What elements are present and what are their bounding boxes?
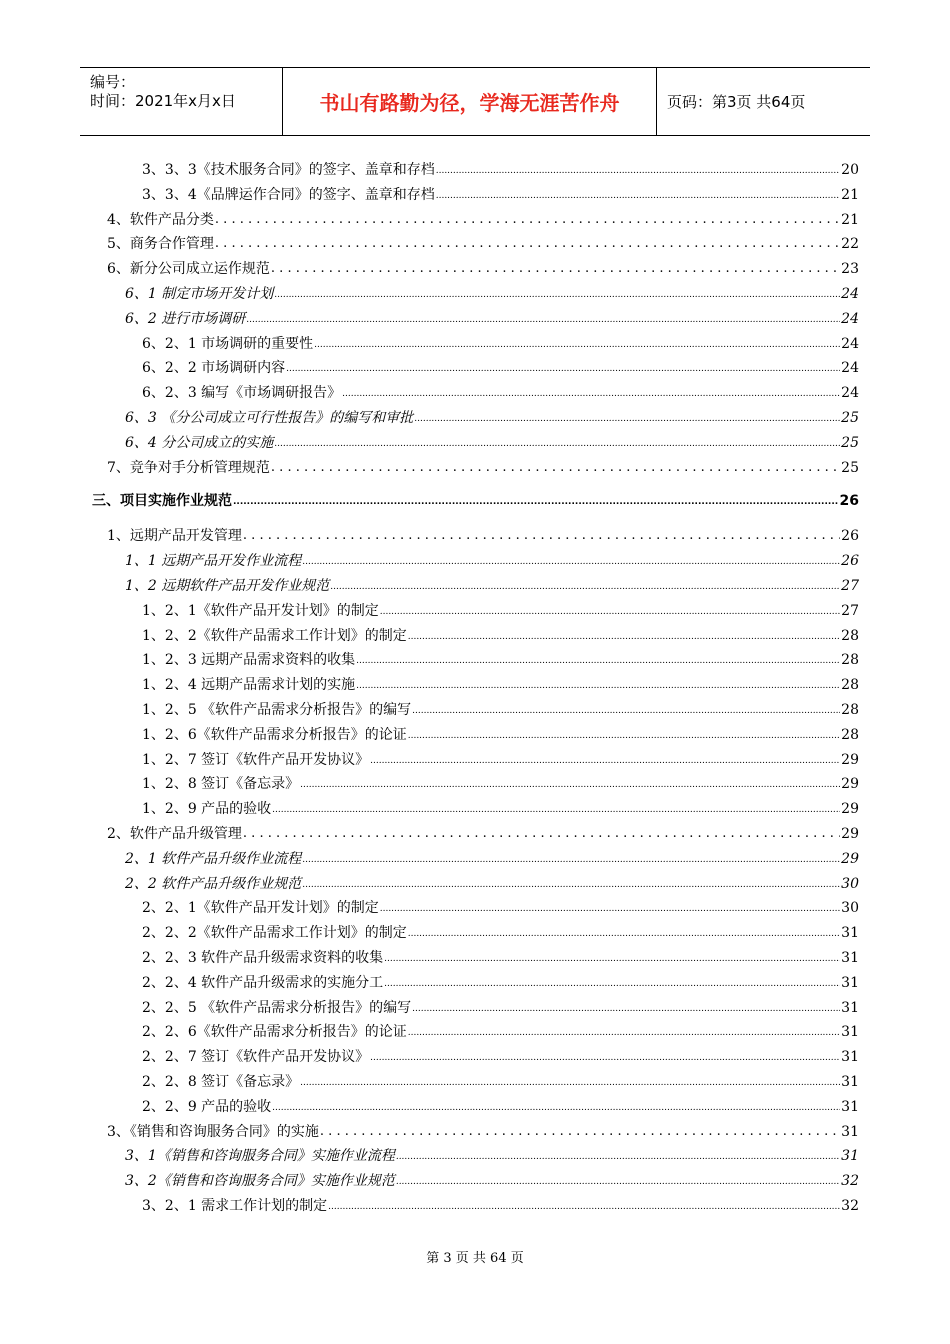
toc-dot-leader (274, 434, 840, 450)
toc-entry-page-number: 31 (841, 1148, 859, 1165)
toc-entry-title: 3、3、3《技术服务合同》的签字、盖章和存档 (142, 162, 435, 178)
toc-dot-leader (380, 602, 840, 618)
toc-entry[interactable] (142, 947, 859, 969)
toc-entry-title: 3、2、1 需求工作计划的制定 (142, 1198, 328, 1214)
toc-entry[interactable] (142, 1071, 859, 1093)
toc-entry-page-number: 28 (841, 726, 859, 743)
toc-entry-title: 3、1《销售和咨询服务合同》实施作业流程 (125, 1148, 395, 1165)
toc-entry-page-number: 31 (841, 925, 859, 942)
toc-entry-page-number: 29 (841, 751, 859, 768)
toc-dot-leader (300, 1073, 840, 1089)
toc-dot-leader (384, 974, 840, 990)
toc-entry-page-number: 31 (841, 1123, 859, 1140)
toc-dot-leader (396, 1147, 840, 1163)
toc-entry[interactable] (107, 525, 859, 547)
toc-entry[interactable] (142, 1096, 859, 1118)
toc-entry-page-number: 25 (841, 459, 859, 476)
toc-entry-title: 5、商务合作管理 (107, 236, 214, 253)
toc-entry-title: 1、远期产品开发管理 (107, 528, 242, 545)
toc-dot-leader (370, 751, 840, 767)
toc-entry-title: 6、新分公司成立运作规范 (107, 261, 270, 278)
toc-entry-page-number: 31 (841, 999, 859, 1016)
toc-entry-page-number: 20 (841, 162, 859, 178)
toc-entry[interactable] (107, 258, 859, 280)
toc-entry-page-number: 31 (841, 950, 859, 966)
toc-entry-page-number: 26 (841, 553, 859, 570)
page-header (80, 67, 870, 136)
toc-entry-title: 1、2、8 签订《备忘录》 (142, 776, 300, 793)
toc-entry-title: 2、2、5 《软件产品需求分析报告》的编写 (142, 999, 412, 1016)
toc-entry-page-number: 31 (841, 1024, 859, 1041)
toc-dot-leader (286, 359, 840, 375)
toc-entry-page-number: 30 (841, 875, 859, 892)
toc-dot-leader (380, 899, 840, 915)
toc-entry[interactable] (142, 159, 859, 181)
toc-entry-page-number: 31 (841, 1049, 859, 1066)
toc-entry-title: 4、软件产品分类 (107, 211, 214, 228)
toc-entry-title: 3、3、4《品牌运作合同》的签字、盖章和存档 (142, 186, 435, 203)
toc-entry[interactable] (142, 798, 859, 820)
toc-entry-title: 2、软件产品升级管理 (107, 826, 242, 842)
toc-entry-page-number: 25 (841, 434, 859, 451)
header-left-cell (80, 68, 283, 135)
toc-dot-leader (342, 384, 840, 400)
toc-entry-page-number: 27 (841, 602, 859, 619)
toc-dot-leader (414, 409, 840, 425)
toc-entry-page-number: 32 (841, 1198, 859, 1214)
toc-entry-title: 3、《销售和咨询服务合同》的实施 (107, 1123, 319, 1140)
toc-entry-page-number: 29 (841, 776, 859, 793)
toc-entry-title: 1、1 远期产品开发作业流程 (125, 553, 302, 570)
toc-entry-page-number: 32 (841, 1173, 859, 1190)
toc-dot-leader (271, 260, 840, 276)
toc-entry-title: 1、2、3 远期产品需求资料的收集 (142, 652, 356, 669)
toc-entry[interactable] (107, 457, 859, 479)
toc-entry-page-number: 31 (841, 1074, 859, 1090)
toc-entry-title: 2、2、2《软件产品需求工作计划》的制定 (142, 925, 407, 942)
toc-entry-title: 1、2、1《软件产品开发计划》的制定 (142, 602, 379, 619)
toc-dot-leader (330, 577, 840, 593)
toc-entry[interactable] (107, 209, 859, 231)
toc-dot-leader (328, 1197, 840, 1213)
toc-entry-title: 3、2《销售和咨询服务合同》实施作业规范 (125, 1173, 395, 1190)
toc-entry[interactable] (142, 382, 859, 404)
toc-entry-title: 1、2、2《软件产品需求工作计划》的制定 (142, 627, 407, 644)
toc-entry-page-number: 24 (841, 286, 859, 302)
toc-entry-title: 1、2、9 产品的验收 (142, 801, 272, 818)
toc-entry[interactable] (142, 922, 859, 944)
toc-entry-title: 7、竞争对手分析管理规范 (107, 459, 270, 476)
toc-entry[interactable] (142, 749, 859, 771)
toc-entry-title: 2、2、9 产品的验收 (142, 1098, 272, 1115)
toc-entry[interactable] (125, 575, 859, 597)
toc-entry-page-number: 24 (841, 335, 859, 352)
toc-entry[interactable] (142, 1046, 859, 1068)
toc-entry-title: 2、2 软件产品升级作业规范 (125, 875, 302, 892)
toc-dot-leader (436, 161, 840, 177)
toc-entry-page-number: 22 (841, 236, 859, 253)
toc-entry[interactable] (142, 972, 859, 994)
toc-entry-title: 1、2、6《软件产品需求分析报告》的论证 (142, 726, 407, 743)
toc-entry[interactable] (107, 1121, 859, 1143)
toc-dot-leader (370, 1048, 840, 1064)
toc-entry-title: 2、2、7 签订《软件产品开发协议》 (142, 1049, 370, 1066)
toc-dot-leader (302, 552, 840, 568)
toc-entry-page-number: 27 (841, 578, 859, 594)
toc-entry[interactable] (142, 625, 859, 647)
toc-dot-leader (412, 999, 840, 1015)
toc-entry-title: 1、2、4 远期产品需求计划的实施 (142, 677, 356, 694)
toc-dot-leader (408, 726, 840, 742)
toc-entry[interactable] (142, 724, 859, 746)
toc-dot-leader (243, 527, 840, 543)
toc-entry[interactable] (125, 1145, 859, 1167)
toc-entry-page-number: 25 (841, 410, 859, 426)
toc-dot-leader (300, 775, 840, 791)
header-motto: 书山有路勤为径，学海无涯苦作舟 (283, 68, 657, 135)
toc-entry-title: 6、2、3 编写《市场调研报告》 (142, 385, 342, 402)
toc-entry[interactable] (142, 1021, 859, 1043)
toc-entry-page-number: 29 (841, 850, 859, 867)
toc-dot-leader (356, 676, 840, 692)
toc-entry[interactable] (142, 773, 859, 795)
toc-entry-title: 6、2 进行市场调研 (125, 310, 246, 327)
toc-entry-page-number: 29 (841, 801, 859, 818)
toc-dot-leader (396, 1172, 840, 1188)
toc-entry-title: 2、2、3 软件产品升级需求资料的收集 (142, 950, 384, 966)
toc-entry[interactable] (142, 997, 859, 1019)
toc-entry-title: 2、2、1《软件产品开发计划》的制定 (142, 900, 379, 917)
toc-entry-page-number: 28 (841, 677, 859, 694)
toc-entry[interactable] (142, 897, 859, 919)
toc-entry[interactable] (125, 308, 859, 330)
toc-entry-title: 1、2 远期软件产品开发作业规范 (125, 578, 330, 594)
page-footer: 第 3 页 共 64 页 (426, 1251, 524, 1266)
toc-entry[interactable] (107, 823, 859, 845)
toc-entry[interactable] (125, 407, 859, 429)
toc-entry[interactable] (92, 490, 859, 512)
toc-entry-title: 6、2、1 市场调研的重要性 (142, 335, 314, 352)
toc-dot-leader (408, 1023, 840, 1039)
toc-entry-title: 2、2、8 签订《备忘录》 (142, 1074, 300, 1090)
toc-entry[interactable] (125, 848, 859, 870)
document-time-label: 时间：2021年x月x日 (90, 92, 236, 110)
toc-entry-page-number: 31 (841, 1098, 859, 1115)
toc-entry[interactable] (107, 233, 859, 255)
toc-entry[interactable] (142, 357, 859, 379)
document-number-label: 编号： (90, 73, 136, 91)
toc-entry-title: 6、2、2 市场调研内容 (142, 360, 286, 377)
toc-entry-page-number: 24 (841, 385, 859, 402)
toc-entry-title: 2、2、6《软件产品需求分析报告》的论证 (142, 1024, 407, 1041)
toc-entry-page-number: 26 (841, 528, 859, 545)
toc-dot-leader (408, 924, 840, 940)
toc-entry-title: 6、4 分公司成立的实施 (125, 434, 274, 451)
toc-entry-page-number: 23 (841, 261, 859, 278)
toc-dot-leader (408, 627, 840, 643)
toc-entry-page-number: 28 (841, 627, 859, 644)
toc-dot-leader (246, 310, 840, 326)
toc-entry[interactable] (142, 649, 859, 671)
toc-dot-leader (274, 285, 840, 301)
toc-entry[interactable] (125, 283, 859, 305)
toc-entry-title: 2、2、4 软件产品升级需求的实施分工 (142, 974, 384, 991)
toc-entry[interactable] (125, 432, 859, 454)
toc-entry-title: 2、1 软件产品升级作业流程 (125, 850, 302, 867)
toc-dot-leader (302, 850, 840, 866)
toc-entry-title: 6、1 制定市场开发计划 (125, 286, 274, 302)
toc-entry-page-number: 28 (841, 652, 859, 669)
toc-dot-leader (356, 651, 840, 667)
toc-dot-leader (302, 875, 840, 891)
toc-dot-leader (233, 492, 839, 508)
toc-dot-leader (271, 459, 840, 475)
toc-entry-page-number: 24 (841, 360, 859, 377)
toc-dot-leader (412, 701, 840, 717)
toc-entry[interactable] (125, 1170, 859, 1192)
toc-entry-page-number: 30 (841, 900, 859, 917)
toc-entry-title: 6、3 《分公司成立可行性报告》的编写和审批 (125, 410, 414, 426)
toc-entry[interactable] (125, 550, 859, 572)
toc-entry[interactable] (142, 333, 859, 355)
toc-entry[interactable] (142, 184, 859, 206)
toc-entry[interactable] (142, 1195, 859, 1217)
toc-entry-page-number: 29 (841, 826, 859, 842)
toc-dot-leader (320, 1123, 840, 1139)
header-page-label: 页码：第3页 共64页 (667, 93, 806, 111)
toc-dot-leader (314, 335, 840, 351)
toc-dot-leader (436, 186, 840, 202)
toc-entry[interactable] (142, 674, 859, 696)
toc-entry[interactable] (142, 600, 859, 622)
toc-entry[interactable] (125, 873, 859, 895)
toc-entry-title: 1、2、7 签订《软件产品开发协议》 (142, 751, 370, 768)
toc-entry-title: 1、2、5 《软件产品需求分析报告》的编写 (142, 702, 412, 718)
toc-entry-page-number: 21 (841, 211, 859, 228)
toc-entry-page-number: 31 (841, 974, 859, 991)
toc-entry[interactable] (142, 699, 859, 721)
toc-dot-leader (215, 211, 840, 227)
toc-dot-leader (272, 1098, 840, 1114)
toc-entry-page-number: 28 (841, 702, 859, 718)
toc-dot-leader (243, 825, 840, 841)
toc-entry-page-number: 26 (839, 493, 859, 510)
toc-dot-leader (384, 949, 840, 965)
toc-entry-page-number: 24 (841, 310, 859, 327)
toc-entry-title: 三、项目实施作业规范 (92, 493, 232, 510)
toc-entry-page-number: 21 (841, 186, 859, 203)
toc-dot-leader (215, 235, 840, 251)
toc-dot-leader (272, 800, 840, 816)
